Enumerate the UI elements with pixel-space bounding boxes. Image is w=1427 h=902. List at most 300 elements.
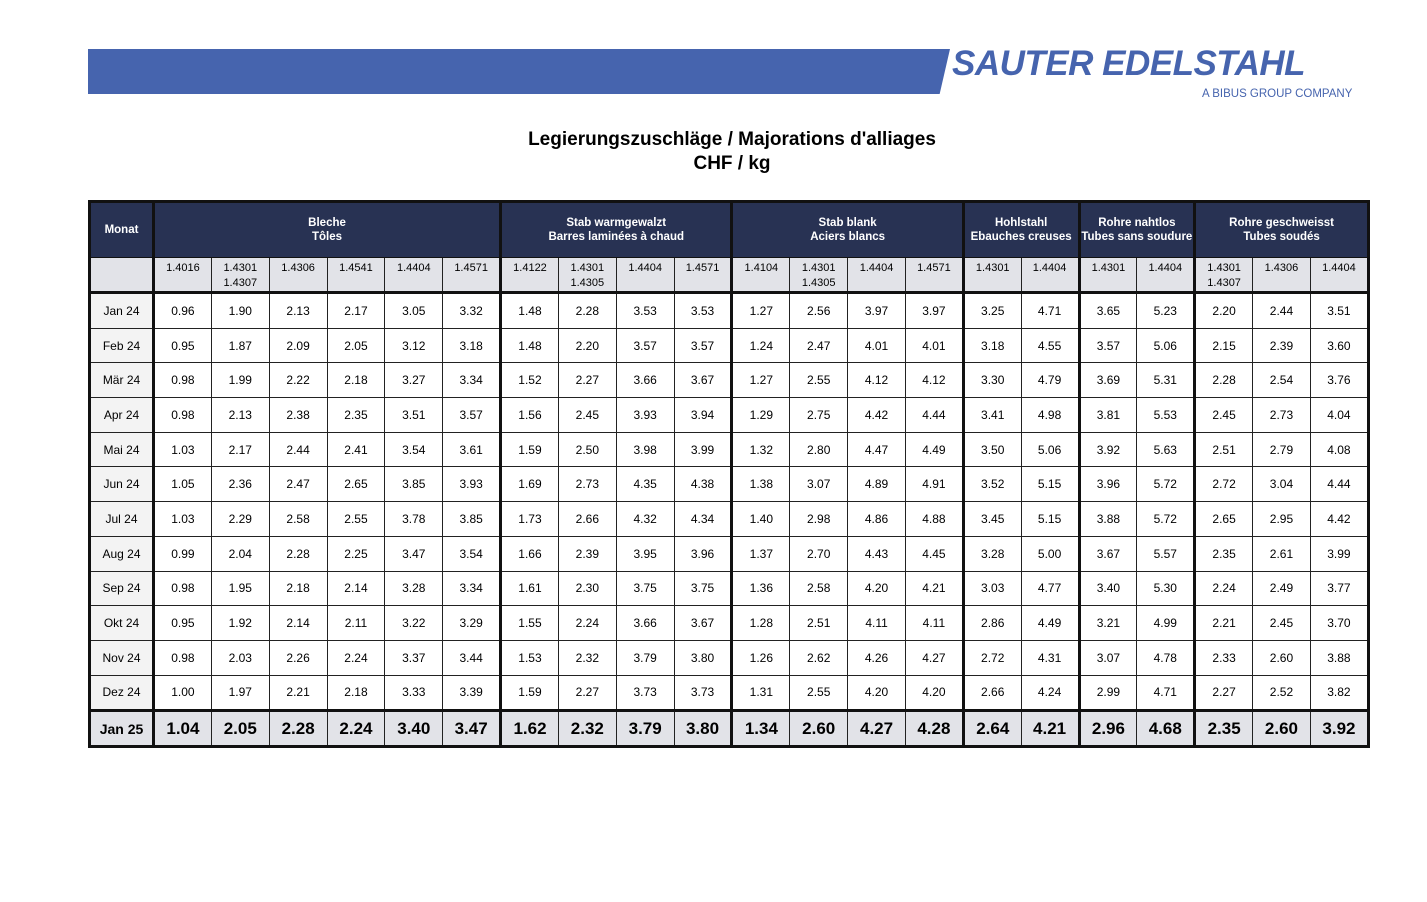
value-cell: 1.32 [732,432,790,467]
value-cell: 3.53 [674,293,732,329]
material-code-primary: 1.4016 [166,262,200,274]
group-name-fr: Tôles [312,231,343,243]
value-cell: 2.98 [790,502,848,537]
value-cell: 2.55 [790,363,848,398]
value-cell: 4.44 [1310,467,1368,502]
month-cell: Dez 24 [90,675,154,711]
value-cell: 2.51 [1195,432,1253,467]
material-code [211,258,269,293]
value-cell: 4.49 [1021,606,1079,641]
value-cell: 3.80 [674,711,732,747]
material-code [963,258,1021,293]
material-code-secondary: 1.4307 [1207,277,1241,289]
value-cell: 5.15 [1021,467,1079,502]
month-cell: Jun 24 [90,467,154,502]
value-cell: 3.67 [1079,536,1137,571]
value-cell: 2.38 [269,398,327,433]
material-code [443,258,501,293]
value-cell: 2.73 [558,467,616,502]
value-cell: 4.20 [848,675,906,711]
value-cell: 1.29 [732,398,790,433]
value-cell: 5.23 [1137,293,1195,329]
value-cell: 2.35 [1195,536,1253,571]
value-cell: 5.57 [1137,536,1195,571]
value-cell: 3.93 [443,467,501,502]
value-cell: 2.28 [1195,363,1253,398]
value-cell: 1.27 [732,293,790,329]
material-code-primary: 1.4301 [223,262,258,274]
value-cell: 3.47 [385,536,443,571]
value-cell: 0.96 [154,293,212,329]
value-cell: 4.11 [848,606,906,641]
value-cell: 3.28 [385,571,443,606]
value-cell: 4.27 [848,711,906,747]
value-cell: 2.99 [1079,675,1137,711]
material-code [501,258,559,293]
table-row [90,536,1369,571]
value-cell: 4.78 [1137,640,1195,675]
value-cell: 5.06 [1137,328,1195,363]
value-cell: 4.68 [1137,711,1195,747]
material-code-primary: 1.4404 [859,262,894,274]
value-cell: 2.05 [327,328,385,363]
value-cell: 2.45 [558,398,616,433]
material-code-secondary: 1.4307 [223,277,258,289]
value-cell: 5.31 [1137,363,1195,398]
value-cell: 2.44 [269,432,327,467]
value-cell: 2.20 [558,328,616,363]
material-code-primary: 1.4306 [1264,262,1299,274]
value-cell: 0.98 [154,640,212,675]
value-cell: 4.01 [905,328,963,363]
material-code [1137,258,1195,293]
value-cell: 2.96 [1079,711,1137,747]
value-cell: 4.34 [674,502,732,537]
value-cell: 2.60 [1253,711,1311,747]
month-cell: Mai 24 [90,432,154,467]
material-code-secondary: 1.4305 [801,277,836,289]
alloy-surcharge-table [88,200,1370,748]
month-cell: Apr 24 [90,398,154,433]
value-cell: 1.95 [211,571,269,606]
value-cell: 4.42 [1310,502,1368,537]
value-cell: 5.72 [1137,467,1195,502]
value-cell: 2.50 [558,432,616,467]
value-cell: 2.64 [963,711,1021,747]
value-cell: 4.20 [848,571,906,606]
value-cell: 3.12 [385,328,443,363]
material-row [90,258,1369,293]
value-cell: 2.04 [211,536,269,571]
value-cell: 3.77 [1310,571,1368,606]
value-cell: 4.24 [1021,675,1079,711]
material-code-primary: 1.4571 [454,262,488,274]
group-name-de: Rohre nahtlos [1098,217,1176,229]
value-cell: 2.11 [327,606,385,641]
value-cell: 2.70 [790,536,848,571]
value-cell: 3.81 [1079,398,1137,433]
value-cell: 2.24 [1195,571,1253,606]
value-cell: 4.71 [1137,675,1195,711]
material-code-primary: 1.4301 [570,262,605,274]
value-cell: 2.21 [269,675,327,711]
value-cell: 0.99 [154,536,212,571]
value-cell: 3.66 [616,363,674,398]
value-cell: 3.25 [963,293,1021,329]
value-cell: 3.95 [616,536,674,571]
value-cell: 2.14 [327,571,385,606]
value-cell: 2.47 [790,328,848,363]
value-cell: 4.21 [1021,711,1079,747]
material-code [1310,258,1368,293]
value-cell: 2.26 [269,640,327,675]
value-cell: 3.99 [674,432,732,467]
value-cell: 3.73 [616,675,674,711]
value-cell: 4.44 [905,398,963,433]
value-cell: 2.36 [211,467,269,502]
group-header [1195,202,1369,258]
value-cell: 2.58 [269,502,327,537]
material-code [1195,258,1253,293]
material-code-primary: 1.4404 [1148,262,1183,274]
group-header [1079,202,1195,258]
value-cell: 3.47 [443,711,501,747]
value-cell: 2.60 [1253,640,1311,675]
value-cell: 5.53 [1137,398,1195,433]
value-cell: 2.28 [269,536,327,571]
value-cell: 2.73 [1253,398,1311,433]
value-cell: 2.13 [211,398,269,433]
value-cell: 2.45 [1195,398,1253,433]
group-name-de: Stab blank [818,217,877,229]
value-cell: 1.66 [501,536,559,571]
value-cell: 4.21 [905,571,963,606]
material-code-primary: 1.4301 [1091,262,1126,274]
value-cell: 2.61 [1253,536,1311,571]
value-cell: 2.22 [269,363,327,398]
value-cell: 3.70 [1310,606,1368,641]
value-cell: 2.17 [211,432,269,467]
value-cell: 2.52 [1253,675,1311,711]
month-cell: Okt 24 [90,606,154,641]
value-cell: 2.32 [558,711,616,747]
group-name-fr: Ebauches creuses [970,231,1072,243]
value-cell: 3.57 [443,398,501,433]
value-cell: 4.99 [1137,606,1195,641]
group-header [154,202,501,258]
value-cell: 5.63 [1137,432,1195,467]
month-cell: Sep 24 [90,571,154,606]
value-cell: 2.15 [1195,328,1253,363]
value-cell: 2.75 [790,398,848,433]
material-code [154,258,212,293]
value-cell: 3.96 [1079,467,1137,502]
group-header [732,202,963,258]
value-cell: 1.27 [732,363,790,398]
value-cell: 2.60 [790,711,848,747]
value-cell: 2.28 [558,293,616,329]
value-cell: 0.98 [154,571,212,606]
material-code [558,258,616,293]
value-cell: 2.65 [1195,502,1253,537]
value-cell: 2.35 [327,398,385,433]
value-cell: 2.27 [558,363,616,398]
value-cell: 3.92 [1079,432,1137,467]
value-cell: 4.55 [1021,328,1079,363]
value-cell: 2.17 [327,293,385,329]
value-cell: 3.40 [385,711,443,747]
value-cell: 3.34 [443,571,501,606]
value-cell: 4.49 [905,432,963,467]
material-code [1021,258,1079,293]
value-cell: 4.12 [905,363,963,398]
material-code-primary: 1.4301 [801,262,836,274]
value-cell: 5.15 [1021,502,1079,537]
group-name-fr: Barres laminées à chaud [548,231,684,243]
group-name-fr: Tubes soudés [1243,231,1320,243]
group-header-row [90,202,1369,258]
value-cell: 4.86 [848,502,906,537]
group-name-de: Hohlstahl [994,217,1048,229]
value-cell: 3.97 [848,293,906,329]
value-cell: 2.72 [963,640,1021,675]
value-cell: 3.41 [963,398,1021,433]
value-cell: 2.35 [1195,711,1253,747]
value-cell: 4.12 [848,363,906,398]
value-cell: 3.98 [616,432,674,467]
group-name-de: Stab warmgewalzt [566,217,667,229]
value-cell: 2.24 [327,640,385,675]
value-cell: 3.65 [1079,293,1137,329]
value-cell: 2.33 [1195,640,1253,675]
material-code [790,258,848,293]
month-cell: Jan 25 [90,711,154,747]
value-cell: 4.11 [905,606,963,641]
value-cell: 3.28 [963,536,1021,571]
value-cell: 2.25 [327,536,385,571]
value-cell: 3.79 [616,640,674,675]
value-cell: 3.93 [616,398,674,433]
month-header: Monat [90,202,154,258]
value-cell: 3.92 [1310,711,1368,747]
value-cell: 4.27 [905,640,963,675]
value-cell: 3.50 [963,432,1021,467]
value-cell: 2.20 [1195,293,1253,329]
value-cell: 3.97 [905,293,963,329]
value-cell: 4.79 [1021,363,1079,398]
value-cell: 3.51 [1310,293,1368,329]
value-cell: 3.88 [1079,502,1137,537]
value-cell: 4.32 [616,502,674,537]
value-cell: 2.39 [558,536,616,571]
value-cell: 1.28 [732,606,790,641]
table-row [90,640,1369,675]
value-cell: 1.03 [154,432,212,467]
value-cell: 4.71 [1021,293,1079,329]
value-cell: 3.57 [674,328,732,363]
value-cell: 3.53 [616,293,674,329]
value-cell: 3.33 [385,675,443,711]
table-row [90,571,1369,606]
value-cell: 1.61 [501,571,559,606]
value-cell: 4.98 [1021,398,1079,433]
value-cell: 1.48 [501,293,559,329]
table-row [90,398,1369,433]
month-cell: Jul 24 [90,502,154,537]
value-cell: 3.37 [385,640,443,675]
material-code-primary: 1.4404 [1322,262,1356,274]
value-cell: 2.18 [269,571,327,606]
material-code [1253,258,1311,293]
value-cell: 5.72 [1137,502,1195,537]
value-cell: 4.91 [905,467,963,502]
table-row [90,293,1369,329]
value-cell: 4.26 [848,640,906,675]
value-cell: 1.69 [501,467,559,502]
value-cell: 3.05 [385,293,443,329]
value-cell: 3.52 [963,467,1021,502]
value-cell: 2.54 [1253,363,1311,398]
value-cell: 3.27 [385,363,443,398]
value-cell: 2.80 [790,432,848,467]
value-cell: 2.30 [558,571,616,606]
value-cell: 3.45 [963,502,1021,537]
value-cell: 2.95 [1253,502,1311,537]
value-cell: 1.48 [501,328,559,363]
value-cell: 4.88 [905,502,963,537]
value-cell: 2.66 [963,675,1021,711]
value-cell: 3.57 [616,328,674,363]
value-cell: 1.40 [732,502,790,537]
value-cell: 0.98 [154,363,212,398]
value-cell: 3.88 [1310,640,1368,675]
table-row [90,328,1369,363]
month-cell: Mär 24 [90,363,154,398]
material-code-primary: 1.4541 [339,262,373,274]
value-cell: 0.95 [154,606,212,641]
table-row [90,675,1369,711]
value-cell: 3.34 [443,363,501,398]
value-cell: 3.40 [1079,571,1137,606]
value-cell: 3.03 [963,571,1021,606]
month-cell: Jan 24 [90,293,154,329]
value-cell: 1.99 [211,363,269,398]
value-cell: 4.38 [674,467,732,502]
value-cell: 3.79 [616,711,674,747]
value-cell: 3.60 [1310,328,1368,363]
value-cell: 1.34 [732,711,790,747]
material-code [616,258,674,293]
value-cell: 2.27 [1195,675,1253,711]
value-cell: 2.66 [558,502,616,537]
table-row [90,467,1369,502]
value-cell: 5.30 [1137,571,1195,606]
current-month-row [90,711,1369,747]
value-cell: 2.39 [1253,328,1311,363]
value-cell: 1.59 [501,432,559,467]
header-banner [88,49,950,94]
value-cell: 2.18 [327,675,385,711]
page-title [0,128,1427,176]
material-header-blank [90,258,154,293]
material-code [269,258,327,293]
value-cell: 1.59 [501,675,559,711]
value-cell: 4.89 [848,467,906,502]
value-cell: 4.35 [616,467,674,502]
value-cell: 1.90 [211,293,269,329]
value-cell: 4.47 [848,432,906,467]
value-cell: 2.65 [327,467,385,502]
value-cell: 4.45 [905,536,963,571]
value-cell: 2.03 [211,640,269,675]
material-code [327,258,385,293]
material-code-primary: 1.4104 [744,262,779,274]
value-cell: 3.39 [443,675,501,711]
value-cell: 1.03 [154,502,212,537]
value-cell: 3.75 [674,571,732,606]
value-cell: 3.96 [674,536,732,571]
value-cell: 3.18 [963,328,1021,363]
value-cell: 1.87 [211,328,269,363]
value-cell: 4.20 [905,675,963,711]
value-cell: 0.95 [154,328,212,363]
value-cell: 2.05 [211,711,269,747]
value-cell: 3.99 [1310,536,1368,571]
value-cell: 4.28 [905,711,963,747]
material-code-primary: 1.4306 [281,262,315,274]
value-cell: 4.04 [1310,398,1368,433]
value-cell: 1.04 [154,711,212,747]
value-cell: 2.51 [790,606,848,641]
value-cell: 2.24 [558,606,616,641]
value-cell: 2.09 [269,328,327,363]
value-cell: 1.26 [732,640,790,675]
material-code-primary: 1.4404 [396,262,431,274]
table-row [90,432,1369,467]
value-cell: 1.52 [501,363,559,398]
value-cell: 2.14 [269,606,327,641]
value-cell: 2.28 [269,711,327,747]
value-cell: 3.44 [443,640,501,675]
title-line-2: CHF / kg [693,153,771,174]
value-cell: 1.24 [732,328,790,363]
value-cell: 3.69 [1079,363,1137,398]
value-cell: 3.76 [1310,363,1368,398]
value-cell: 2.55 [790,675,848,711]
value-cell: 3.85 [385,467,443,502]
table-row [90,363,1369,398]
value-cell: 5.00 [1021,536,1079,571]
material-code-primary: 1.4404 [628,262,662,274]
value-cell: 2.55 [327,502,385,537]
value-cell: 3.61 [443,432,501,467]
value-cell: 3.07 [790,467,848,502]
value-cell: 3.67 [674,606,732,641]
value-cell: 2.21 [1195,606,1253,641]
material-code [385,258,443,293]
value-cell: 1.55 [501,606,559,641]
value-cell: 3.21 [1079,606,1137,641]
brand-tagline: A BIBUS GROUP COMPANY [1202,88,1353,100]
value-cell: 4.43 [848,536,906,571]
value-cell: 2.47 [269,467,327,502]
value-cell: 3.29 [443,606,501,641]
value-cell: 3.73 [674,675,732,711]
value-cell: 1.37 [732,536,790,571]
value-cell: 2.86 [963,606,1021,641]
table-row [90,606,1369,641]
value-cell: 4.42 [848,398,906,433]
